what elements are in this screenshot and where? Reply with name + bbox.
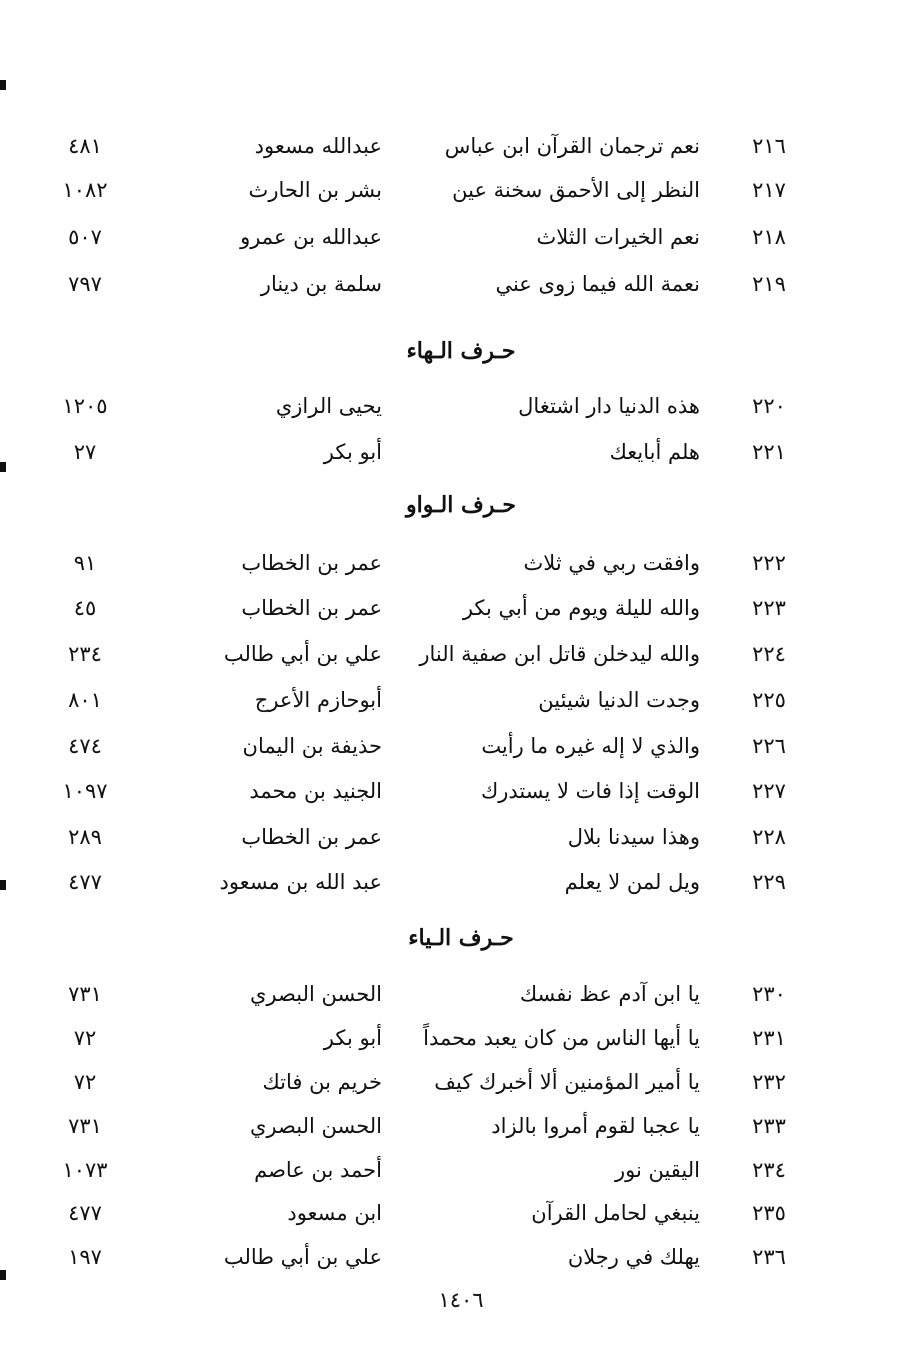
index-entry-row — [0, 680, 922, 720]
page-number: ١٤٠٦ — [438, 1288, 484, 1312]
entry-text: والذي لا إله غيره ما رأيت — [481, 734, 700, 758]
index-entry-row — [0, 1237, 922, 1277]
entry-text: والله ليدخلن قاتل ابن صفية النار — [419, 642, 700, 666]
index-entry-row — [0, 126, 922, 166]
entry-number: ٢٢٦ — [752, 734, 786, 758]
entry-page-number: ٩١ — [73, 551, 97, 575]
index-entry-row — [0, 726, 922, 766]
entry-text: نعمة الله فيما زوى عني — [495, 272, 700, 296]
index-entry-row — [0, 170, 922, 210]
entry-page-number: ٢٨٩ — [68, 825, 102, 849]
entry-author: علي بن أبي طالب — [223, 1245, 382, 1269]
entry-number: ٢١٩ — [752, 272, 786, 296]
entry-text: هلم أبايعك — [609, 440, 700, 464]
index-entry-row — [0, 771, 922, 811]
entry-number: ٢٢٧ — [752, 779, 786, 803]
entry-page-number: ٤٨١ — [68, 134, 102, 158]
entry-text: يا أيها الناس من كان يعبد محمداً — [423, 1026, 700, 1050]
entry-page-number: ٢٣٤ — [68, 642, 102, 666]
entry-page-number: ٧٢ — [73, 1026, 97, 1050]
entry-author: بشر بن الحارث — [248, 178, 382, 202]
entry-text: وجدت الدنيا شيئين — [538, 688, 700, 712]
entry-author: عمر بن الخطاب — [241, 596, 382, 620]
scan-edge-mark — [0, 80, 6, 90]
entry-author: الحسن البصري — [250, 982, 382, 1006]
entry-page-number: ١٠٧٣ — [62, 1158, 108, 1182]
index-entry-row — [0, 1062, 922, 1102]
entry-text: وافقت ربي في ثلاث — [523, 551, 700, 575]
entry-page-number: ٤٧٧ — [68, 1201, 102, 1225]
entry-author: أحمد بن عاصم — [254, 1158, 382, 1182]
entry-author: الحسن البصري — [250, 1114, 382, 1138]
entry-author: عبدالله مسعود — [254, 134, 382, 158]
entry-text: هذه الدنيا دار اشتغال — [518, 394, 700, 418]
entry-number: ٢٣٥ — [752, 1201, 786, 1225]
section-heading: حـرف الـواو — [405, 492, 516, 518]
entry-author: ابن مسعود — [287, 1201, 382, 1225]
entry-number: ٢٢٥ — [752, 688, 786, 712]
entry-page-number: ٨٠١ — [68, 688, 102, 712]
index-entry-row — [0, 588, 922, 628]
entry-author: أبو بكر — [323, 1026, 382, 1050]
entry-text: ينبغي لحامل القرآن — [531, 1201, 700, 1225]
index-entry-row — [0, 264, 922, 304]
entry-number: ٢٢٢ — [752, 551, 786, 575]
entry-number: ٢٢٤ — [752, 642, 786, 666]
entry-page-number: ٤٧٧ — [68, 870, 102, 894]
entry-text: يا ابن آدم عظ نفسك — [519, 982, 700, 1006]
entry-text: يا أمير المؤمنين ألا أخبرك كيف — [434, 1070, 700, 1094]
entry-text: يهلك في رجلان — [567, 1245, 700, 1269]
entry-page-number: ٧٣١ — [68, 982, 102, 1006]
entry-text: اليقين نور — [614, 1158, 700, 1182]
entry-number: ٢٣٠ — [752, 982, 786, 1006]
entry-author: سلمة بن دينار — [260, 272, 382, 296]
entry-author: عمر بن الخطاب — [241, 551, 382, 575]
entry-number: ٢٣٣ — [752, 1114, 786, 1138]
entry-page-number: ٧٩٧ — [68, 272, 102, 296]
entry-number: ٢٢٠ — [752, 394, 786, 418]
index-entry-row — [0, 1193, 922, 1233]
entry-text: نعم ترجمان القرآن ابن عباس — [444, 134, 700, 158]
index-entry-row — [0, 1150, 922, 1190]
index-entry-row — [0, 634, 922, 674]
entry-author: حذيفة بن اليمان — [242, 734, 382, 758]
entry-number: ٢٣١ — [752, 1026, 786, 1050]
entry-author: علي بن أبي طالب — [223, 642, 382, 666]
entry-page-number: ٧٢ — [73, 1070, 97, 1094]
section-heading: حـرف الـهاء — [406, 338, 516, 364]
index-entry-row — [0, 974, 922, 1014]
entry-page-number: ١٩٧ — [68, 1245, 102, 1269]
entry-number: ٢٢٩ — [752, 870, 786, 894]
entry-number: ٢٣٢ — [752, 1070, 786, 1094]
index-entry-row — [0, 386, 922, 426]
entry-author: أبوحازم الأعرج — [254, 688, 382, 712]
entry-number: ٢٢١ — [752, 440, 786, 464]
index-entry-row — [0, 1106, 922, 1146]
section-heading: حـرف الـياء — [408, 925, 514, 951]
entry-text: ويل لمن لا يعلم — [564, 870, 700, 894]
index-entry-row — [0, 543, 922, 583]
entry-text: النظر إلى الأحمق سخنة عين — [452, 178, 700, 202]
entry-text: الوقت إذا فات لا يستدرك — [480, 779, 700, 803]
entry-page-number: ١٠٩٧ — [62, 779, 108, 803]
index-entry-row — [0, 862, 922, 902]
index-entry-row — [0, 817, 922, 857]
entry-page-number: ٤٥ — [73, 596, 97, 620]
entry-number: ٢١٨ — [752, 225, 786, 249]
entry-page-number: ٤٧٤ — [68, 734, 102, 758]
entry-number: ٢١٦ — [752, 134, 786, 158]
entry-author: عبد الله بن مسعود — [219, 870, 382, 894]
entry-author: عبدالله بن عمرو — [240, 225, 382, 249]
entry-page-number: ١٢٠٥ — [62, 394, 108, 418]
entry-number: ٢١٧ — [752, 178, 786, 202]
entry-page-number: ٧٣١ — [68, 1114, 102, 1138]
entry-author: عمر بن الخطاب — [241, 825, 382, 849]
entry-number: ٢٢٨ — [752, 825, 786, 849]
entry-page-number: ٥٠٧ — [68, 225, 102, 249]
index-entry-row — [0, 217, 922, 257]
entry-text: يا عجبا لقوم أمروا بالزاد — [491, 1114, 700, 1138]
entry-author: يحيى الرازي — [275, 394, 382, 418]
entry-number: ٢٣٦ — [752, 1245, 786, 1269]
entry-number: ٢٢٣ — [752, 596, 786, 620]
entry-text: والله لليلة ويوم من أبي بكر — [462, 596, 700, 620]
index-entry-row — [0, 432, 922, 472]
entry-number: ٢٣٤ — [752, 1158, 786, 1182]
entry-text: وهذا سيدنا بلال — [567, 825, 700, 849]
entry-author: أبو بكر — [323, 440, 382, 464]
entry-author: خريم بن فاتك — [262, 1070, 382, 1094]
entry-page-number: ٢٧ — [73, 440, 97, 464]
entry-page-number: ١٠٨٢ — [62, 178, 108, 202]
index-entry-row — [0, 1018, 922, 1058]
entry-author: الجنيد بن محمد — [249, 779, 382, 803]
entry-text: نعم الخيرات الثلاث — [536, 225, 700, 249]
